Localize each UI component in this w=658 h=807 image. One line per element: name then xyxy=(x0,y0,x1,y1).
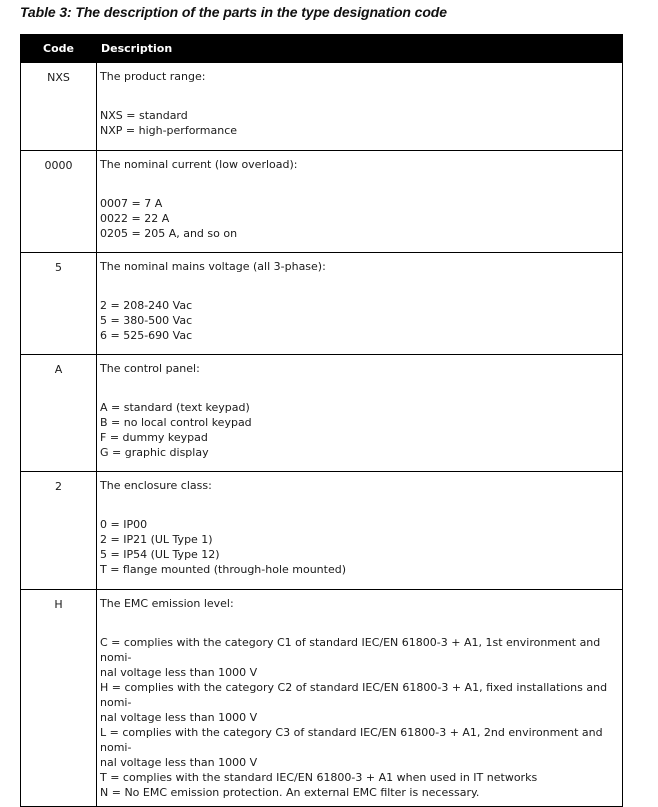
header-row xyxy=(21,35,623,63)
table-caption: Table 3: The description of the parts in the type designation code xyxy=(20,4,447,20)
option-line: nal voltage less than 1000 V xyxy=(100,711,258,724)
code-cell: 0000 xyxy=(21,151,97,253)
option-line: G = graphic display xyxy=(100,446,209,459)
option-line: T = flange mounted (through-hole mounted) xyxy=(100,563,347,576)
description-cell xyxy=(97,355,623,472)
description-cell xyxy=(97,63,623,151)
code-cell: A xyxy=(21,355,97,472)
table-row xyxy=(21,355,623,472)
row-label: The nominal mains voltage (all 3-phase): xyxy=(100,260,326,273)
description-cell xyxy=(97,590,623,807)
option-line: C = complies with the category C1 of standard IEC/EN 61800-3 + A1, 1st environment and nomi- xyxy=(100,636,601,664)
table-row xyxy=(21,472,623,590)
option-line: nal voltage less than 1000 V xyxy=(100,666,258,679)
code-header: Code xyxy=(21,35,97,63)
table-row xyxy=(21,151,623,253)
option-line: H = complies with the category C2 of standard IEC/EN 61800-3 + A1, fixed installations and nomi- xyxy=(100,681,608,709)
code-cell: 2 xyxy=(21,472,97,590)
option-line: nal voltage less than 1000 V xyxy=(100,756,258,769)
option-line: B = no local control keypad xyxy=(100,416,252,429)
option-line: 0 = IP00 xyxy=(100,518,148,531)
table-row xyxy=(21,590,623,807)
option-line: 0007 = 7 A xyxy=(100,197,163,210)
row-label: The EMC emission level: xyxy=(100,597,234,610)
code-cell: 5 xyxy=(21,253,97,355)
row-label: The control panel: xyxy=(100,362,200,375)
row-label: The product range: xyxy=(100,70,206,83)
designation-table xyxy=(20,34,623,807)
option-line: 0022 = 22 A xyxy=(100,212,170,225)
option-line: NXP = high-performance xyxy=(100,124,238,137)
option-line: A = standard (text keypad) xyxy=(100,401,250,414)
option-line: 2 = IP21 (UL Type 1) xyxy=(100,533,213,546)
option-line: 0205 = 205 A, and so on xyxy=(100,227,238,240)
row-label: The enclosure class: xyxy=(100,479,212,492)
description-cell xyxy=(97,151,623,253)
code-cell: NXS xyxy=(21,63,97,151)
table-row xyxy=(21,253,623,355)
option-line: 5 = 380-500 Vac xyxy=(100,314,193,327)
description-cell xyxy=(97,253,623,355)
option-line: 6 = 525-690 Vac xyxy=(100,329,193,342)
description-cell xyxy=(97,472,623,590)
option-line: F = dummy keypad xyxy=(100,431,208,444)
description-header: Description xyxy=(97,35,623,63)
row-label: The nominal current (low overload): xyxy=(100,158,298,171)
option-line: 5 = IP54 (UL Type 12) xyxy=(100,548,220,561)
option-line: N = No EMC emission protection. An external EMC filter is necessary. xyxy=(100,786,480,799)
option-line: 2 = 208-240 Vac xyxy=(100,299,193,312)
option-line: L = complies with the category C3 of standard IEC/EN 61800-3 + A1, 2nd environment and nomi- xyxy=(100,726,603,754)
code-cell: H xyxy=(21,590,97,807)
table-row xyxy=(21,63,623,151)
option-line: T = complies with the standard IEC/EN 61800-3 + A1 when used in IT networks xyxy=(100,771,538,784)
option-line: NXS = standard xyxy=(100,109,188,122)
